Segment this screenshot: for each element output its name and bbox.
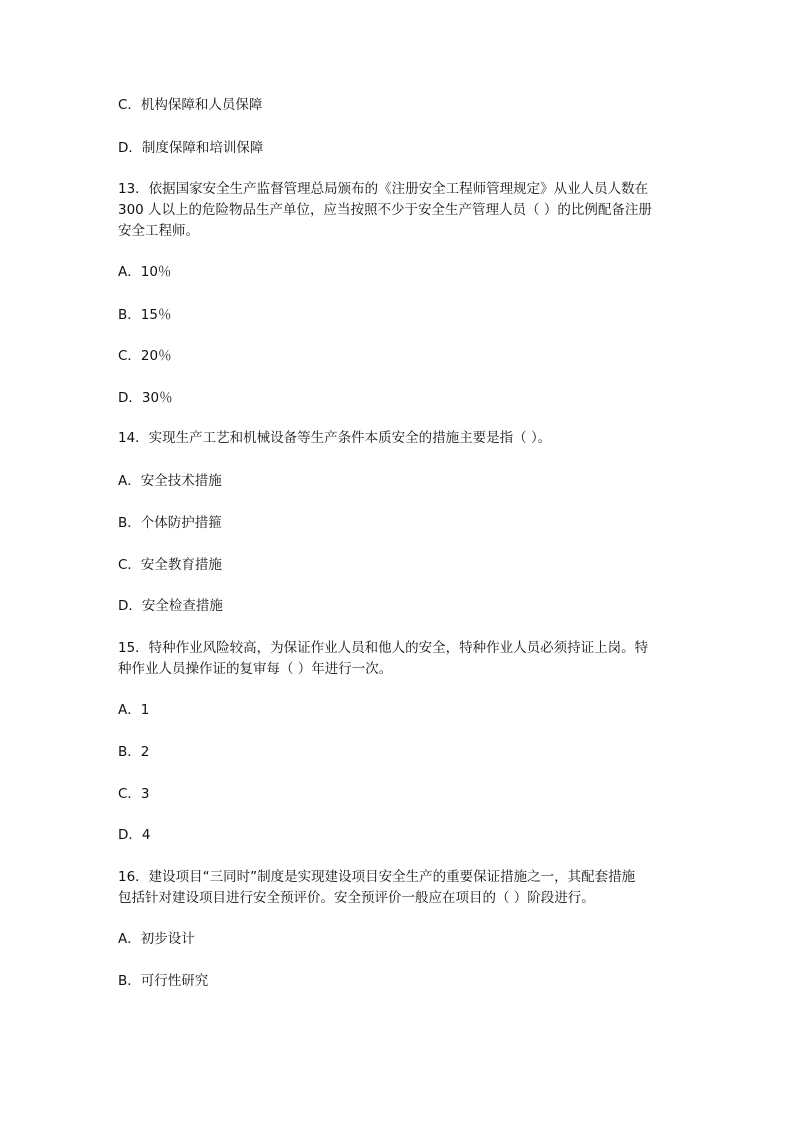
answer-option <box>118 346 172 367</box>
answer-option <box>118 700 149 721</box>
answer-option <box>118 555 222 576</box>
text-line: D．制度保障和培训保障 <box>118 140 264 156</box>
answer-option <box>118 388 173 409</box>
text-line: 包括针对建设项目进行安全预评价。安全预评价一般应在项目的（ ）阶段进行。 <box>118 890 595 906</box>
answer-option <box>118 262 171 283</box>
text-line: 13．依据国家安全生产监督管理总局颁布的《注册安全工程师管理规定》从业人员人数在 <box>118 181 649 197</box>
answer-option <box>118 784 150 805</box>
text-line: C．3 <box>118 786 150 802</box>
text-line: A．1 <box>118 702 150 718</box>
answer-option <box>118 95 262 116</box>
answer-option <box>118 596 223 617</box>
answer-option <box>118 971 208 992</box>
text-line: 种作业人员操作证的复审每（ ）年进行一次。 <box>118 661 393 677</box>
answer-option <box>118 929 195 950</box>
question-stem <box>118 638 648 680</box>
answer-option <box>118 471 222 492</box>
text-line: A．安全技术措施 <box>118 473 222 489</box>
text-line: D．4 <box>118 827 151 843</box>
text-line: B．可行性研究 <box>118 973 209 989</box>
text-line: 安全工程师。 <box>118 223 199 239</box>
question-stem <box>118 179 652 242</box>
text-line: B．2 <box>118 744 150 760</box>
text-line: C．安全教育措施 <box>118 557 222 573</box>
text-line: 300 人以上的危险物品生产单位，应当按照不少于安全生产管理人员（ ）的比例配备注册 <box>118 202 652 218</box>
answer-option <box>118 825 150 846</box>
text-line: B．个体防护措箍 <box>118 515 222 531</box>
answer-option <box>118 138 263 159</box>
text-line: A．初步设计 <box>118 931 195 947</box>
answer-option <box>118 305 171 326</box>
text-line: C．机构保障和人员保障 <box>118 97 263 113</box>
text-line: D．安全检查措施 <box>118 598 223 614</box>
text-line: C．20％ <box>118 348 172 364</box>
text-line: A．10％ <box>118 264 172 280</box>
text-line: 14．实现生产工艺和机械设备等生产条件本质安全的措施主要是指（ ）。 <box>118 430 552 446</box>
text-line: 15．特种作业风险较高，为保证作业人员和他人的安全，特种作业人员必须持证上岗。特 <box>118 640 649 656</box>
question-stem <box>118 428 551 449</box>
text-line: B．15％ <box>118 307 172 323</box>
text-line: D．30％ <box>118 390 173 406</box>
answer-option <box>118 513 222 534</box>
text-line: 16．建设项目“三同时”制度是实现建设项目安全生产的重要保证措施之一，其配套措施 <box>118 869 636 885</box>
question-stem <box>118 867 635 909</box>
answer-option <box>118 742 149 763</box>
